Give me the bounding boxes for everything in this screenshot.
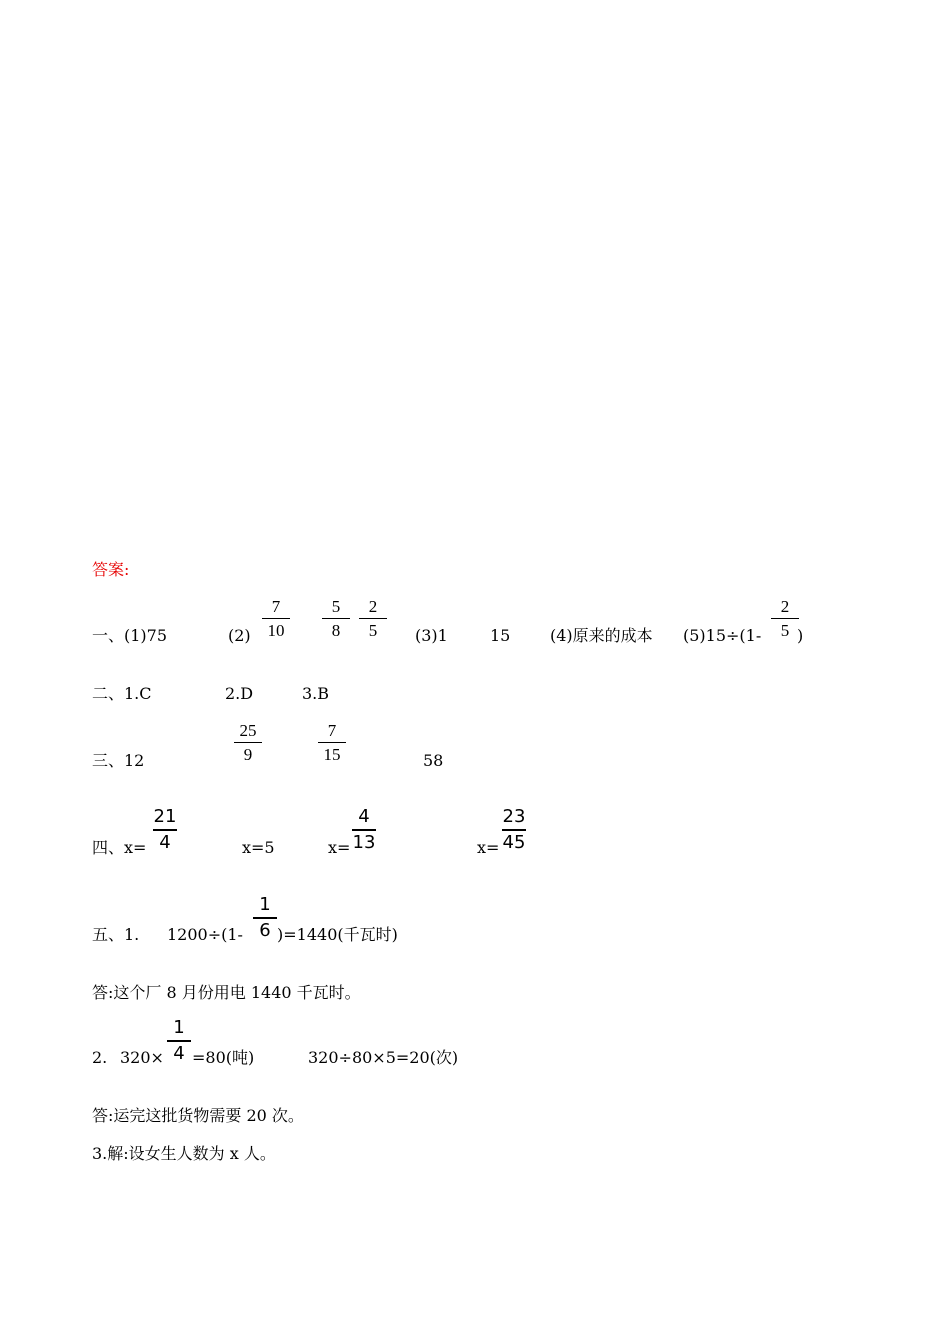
section1-part3a: (3)1 (415, 626, 448, 645)
answer-heading: 答案: (92, 560, 130, 579)
fraction-23-45 (494, 808, 534, 852)
numerator: 4 (358, 806, 370, 827)
section1-label: 一、(1)75 (92, 626, 168, 645)
numerator: 7 (271, 597, 281, 616)
section4-answer3: x= (328, 838, 351, 857)
denominator: 5 (368, 621, 378, 640)
fraction-bar (253, 917, 277, 919)
denominator: 13 (352, 832, 376, 853)
fraction-bar (359, 618, 387, 619)
section5-q1-result: )=1440(千瓦时) (277, 925, 398, 944)
fraction-bar (502, 829, 526, 831)
section5-q1-label: 五、1. (92, 925, 140, 944)
section1-part2: (2) (228, 626, 251, 645)
fraction-bar (262, 618, 290, 619)
section2-q2: 2.D (225, 684, 254, 703)
denominator: 4 (173, 1043, 185, 1064)
section3-value: 58 (423, 751, 444, 770)
denominator: 15 (323, 745, 341, 764)
fraction-4-13 (344, 808, 384, 852)
fraction-2-5 (353, 598, 393, 639)
section5-q1-expression: 1200÷(1- (167, 925, 243, 944)
fraction-bar (234, 742, 262, 743)
section4-label: 四、x= (92, 838, 147, 857)
section4-answer4: x= (477, 838, 500, 857)
section5-q2-label: 2. (92, 1048, 108, 1067)
denominator: 4 (159, 832, 171, 853)
section5-q3-text: 3.解:设女生人数为 x 人。 (92, 1144, 276, 1163)
fraction-bar (167, 1040, 191, 1042)
section5-q2-expression: 320× (120, 1048, 164, 1067)
section2-label: 二、1.C (92, 684, 152, 703)
section1-part5: (5)15÷(1- (683, 626, 762, 645)
fraction-21-4 (145, 808, 185, 852)
section5-q1-answer: 答:这个厂 8 月份用电 1440 千瓦时。 (92, 983, 361, 1002)
numerator: 1 (173, 1017, 185, 1038)
section4-answer2: x=5 (242, 838, 275, 857)
fraction-bar (153, 829, 177, 831)
section1-part3b: 15 (490, 626, 511, 645)
section5-q2-expression2: 320÷80×5=20(次) (308, 1048, 459, 1067)
denominator: 8 (331, 621, 341, 640)
fraction-7-10 (256, 598, 296, 639)
fraction-25-9 (228, 722, 268, 763)
fraction-5-8 (316, 598, 356, 639)
section5-q2-answer: 答:运完这批货物需要 20 次。 (92, 1106, 304, 1125)
numerator: 2 (368, 597, 378, 616)
denominator: 9 (243, 745, 253, 764)
fraction-bar (322, 618, 350, 619)
numerator: 1 (259, 894, 271, 915)
numerator: 2 (780, 597, 790, 616)
denominator: 6 (259, 920, 271, 941)
fraction-bar (771, 618, 799, 619)
denominator: 45 (502, 832, 526, 853)
section2-q3: 3.B (302, 684, 330, 703)
denominator: 5 (780, 621, 790, 640)
section1-close: ) (797, 626, 804, 645)
section1-part4: (4)原来的成本 (550, 626, 653, 645)
fraction-bar (318, 742, 346, 743)
numerator: 23 (502, 806, 526, 827)
numerator: 21 (153, 806, 177, 827)
section5-q2-result: =80(吨) (192, 1048, 255, 1067)
numerator: 7 (327, 721, 337, 740)
denominator: 10 (267, 621, 285, 640)
numerator: 5 (331, 597, 341, 616)
fraction-7-15 (312, 722, 352, 763)
fraction-bar (352, 829, 376, 831)
section3-label: 三、12 (92, 751, 145, 770)
numerator: 25 (239, 721, 257, 740)
